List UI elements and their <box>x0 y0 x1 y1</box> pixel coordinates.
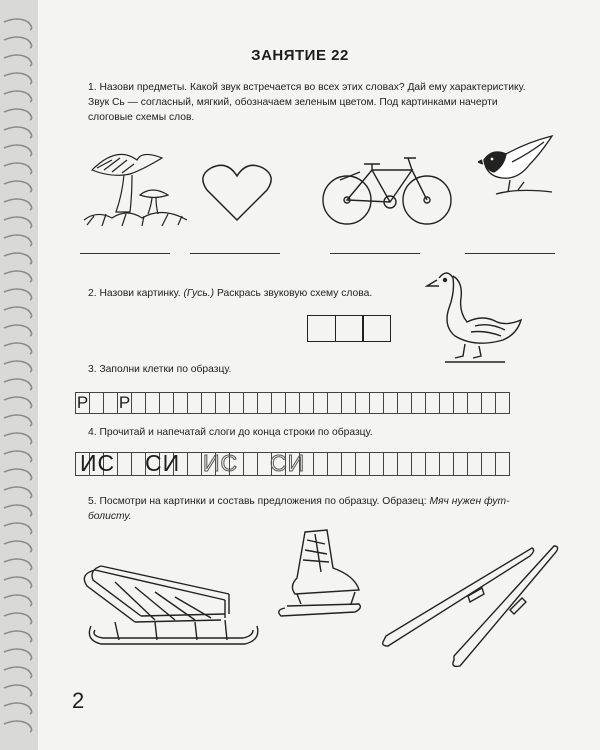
task-5-line-1: 5. Посмотри на картинки и составь предложения по образцу. Образец: <box>88 496 427 507</box>
answer-line-4[interactable] <box>465 253 555 254</box>
bicycle-icon <box>320 150 455 228</box>
spiral-binding <box>0 0 38 750</box>
task-2-answer: (Гусь.) <box>183 288 215 299</box>
task-2-prefix: 2. Назови картинку. <box>88 288 181 299</box>
grid-cell[interactable] <box>313 392 328 414</box>
grid-cell[interactable]: Р <box>118 393 131 412</box>
grid-cell[interactable] <box>411 392 426 414</box>
letter-grid <box>75 392 509 414</box>
syllable-1: ИС <box>80 450 116 476</box>
sound-box-2[interactable] <box>335 315 364 342</box>
task-5-example-1: Мяч нужен фут- <box>429 496 510 507</box>
goose-icon <box>425 268 525 368</box>
grid-cell[interactable]: Р <box>76 393 89 412</box>
task-4-text: 4. Прочитай и напечатай слоги до конца строки по образцу. <box>88 427 373 438</box>
grid-cell[interactable] <box>257 392 272 414</box>
task-5-example-2: болисту. <box>88 511 132 522</box>
grid-cell[interactable] <box>131 392 146 414</box>
grid-cell[interactable] <box>355 452 370 476</box>
task-1-line-1: 1. Назови предметы. Какой звук встречается во всех этих словах? Дай ему характеристику. <box>88 82 526 93</box>
grid-cell[interactable] <box>369 452 384 476</box>
grid-cell[interactable] <box>159 392 174 414</box>
grid-cell[interactable] <box>341 392 356 414</box>
grid-cell[interactable] <box>285 392 300 414</box>
grid-cell[interactable] <box>453 452 468 476</box>
grid-cell[interactable] <box>243 392 258 414</box>
syllable-3: ИС <box>203 450 239 476</box>
bird-icon <box>478 132 558 207</box>
grid-cell[interactable] <box>327 392 342 414</box>
task-5-text <box>88 494 568 524</box>
grid-cell[interactable] <box>327 452 342 476</box>
grid-cell[interactable] <box>313 452 328 476</box>
grid-cell[interactable] <box>383 452 398 476</box>
page-number: 2 <box>72 688 85 713</box>
grid-cell[interactable] <box>187 452 202 476</box>
grid-cell[interactable] <box>495 452 510 476</box>
mushroom-icon <box>82 140 192 235</box>
page-title: ЗАНЯТИЕ 22 <box>251 47 349 64</box>
grid-cell[interactable] <box>145 392 160 414</box>
grid-cell[interactable] <box>341 452 356 476</box>
grid-cell[interactable] <box>467 392 482 414</box>
grid-cell[interactable] <box>271 392 286 414</box>
sled-icon <box>75 560 265 665</box>
syllable-4: СИ <box>270 450 306 476</box>
grid-cell[interactable] <box>411 452 426 476</box>
grid-cell[interactable] <box>397 392 412 414</box>
grid-cell[interactable] <box>383 392 398 414</box>
answer-line-1[interactable] <box>80 253 170 254</box>
task-1-line-2: Звук Сь — согласный, мягкий, обозначаем зеленым цветом. Под картинками начерти <box>88 97 498 108</box>
skate-icon <box>275 528 365 628</box>
grid-cell[interactable] <box>495 392 510 414</box>
heart-icon <box>201 162 273 224</box>
grid-cell[interactable] <box>481 392 496 414</box>
grid-cell[interactable] <box>89 392 104 414</box>
task-2-suffix: Раскрась звуковую схему слова. <box>216 288 373 299</box>
grid-cell[interactable] <box>453 392 468 414</box>
grid-cell[interactable] <box>397 452 412 476</box>
grid-cell[interactable] <box>439 392 454 414</box>
grid-cell[interactable] <box>201 392 216 414</box>
grid-cell[interactable] <box>467 452 482 476</box>
grid-cell[interactable] <box>425 452 440 476</box>
task-3-text: 3. Заполни клетки по образцу. <box>88 364 232 375</box>
skis-icon <box>380 540 560 675</box>
answer-line-2[interactable] <box>190 253 280 254</box>
grid-cell[interactable] <box>173 392 188 414</box>
grid-cell[interactable] <box>299 392 314 414</box>
grid-cell[interactable] <box>355 392 370 414</box>
grid-cell[interactable] <box>103 392 118 414</box>
task-1-text <box>88 80 568 125</box>
grid-cell[interactable] <box>425 392 440 414</box>
syllable-2: СИ <box>145 450 181 476</box>
answer-line-3[interactable] <box>330 253 420 254</box>
sound-box-1[interactable] <box>307 315 336 342</box>
grid-cell[interactable] <box>187 392 202 414</box>
grid-cell[interactable] <box>229 392 244 414</box>
grid-cell[interactable] <box>481 452 496 476</box>
grid-cell[interactable] <box>369 392 384 414</box>
grid-cell[interactable] <box>439 452 454 476</box>
grid-cell[interactable] <box>131 452 146 476</box>
grid-cell[interactable] <box>117 452 132 476</box>
grid-cell[interactable] <box>215 392 230 414</box>
sound-scheme <box>307 315 390 342</box>
task-1-line-3: слоговые схемы слов. <box>88 112 195 123</box>
grid-cell[interactable] <box>243 452 258 476</box>
sound-box-3[interactable] <box>362 315 391 342</box>
